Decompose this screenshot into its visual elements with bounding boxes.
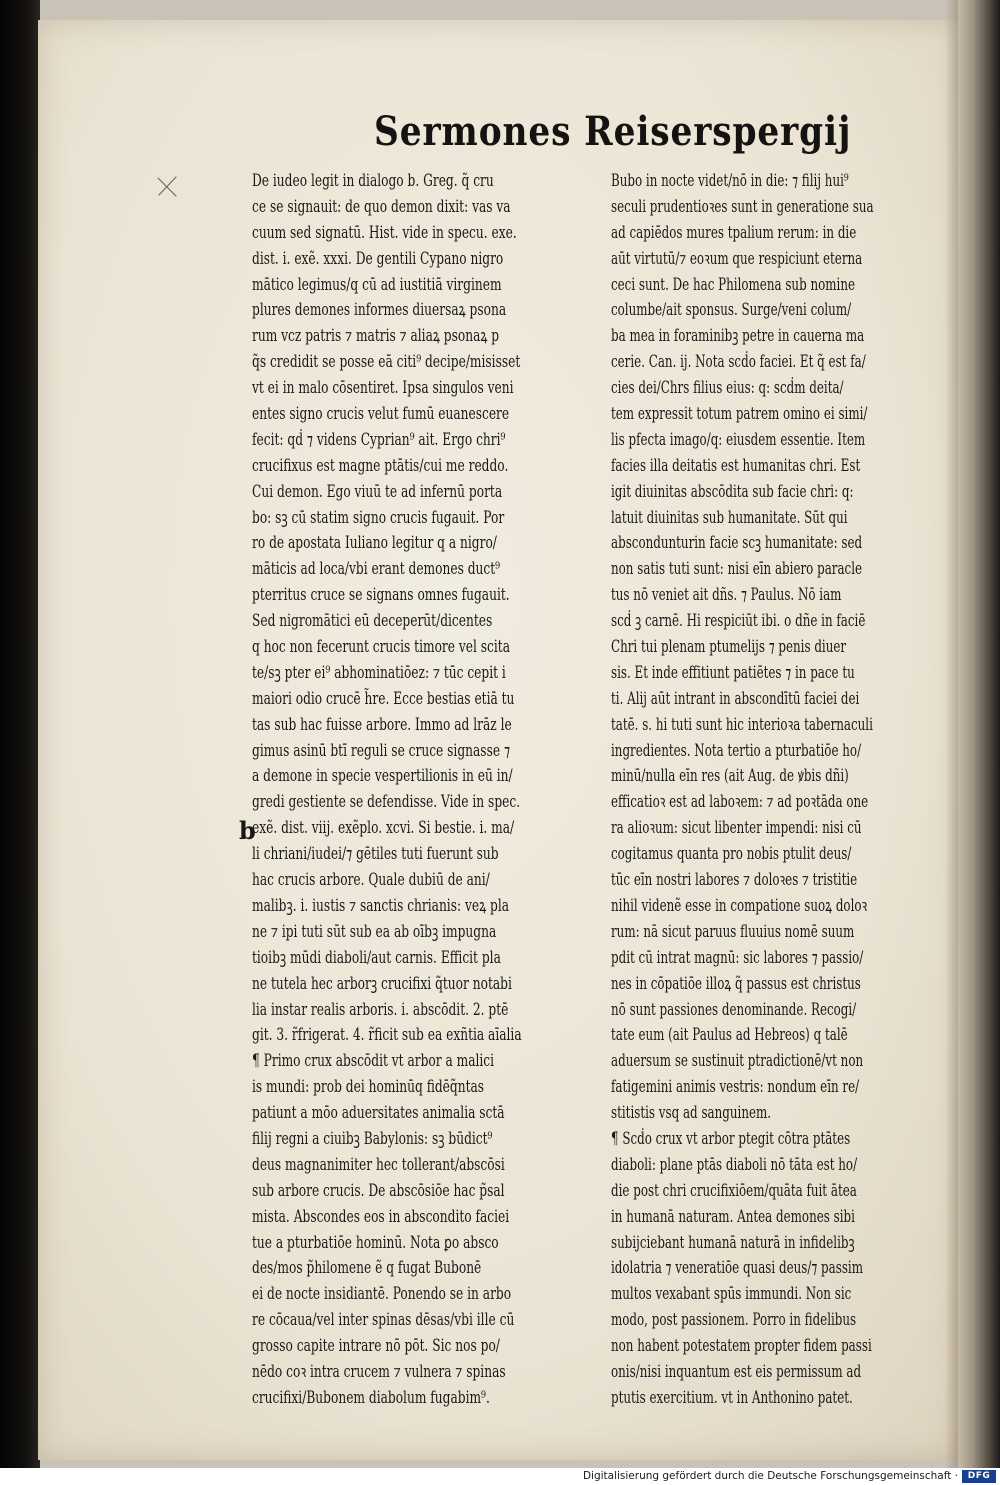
left-column-line: ne ⁊ ipi tuti sūt sub ea ab oībꝫ impugna — [252, 921, 497, 941]
right-column-line: fatigemini animis vestris: nondum eīn re/ — [611, 1077, 860, 1097]
right-column-line: idolatria ⁊ veneratiōe quasi deus/⁊ passim — [611, 1258, 863, 1278]
right-column-line: tūc eīn nostri labores ⁊ doloꝛes ⁊ tristitie — [611, 870, 858, 890]
right-column-line: ba mea in foraminibꝫ petre in cauerna ma — [611, 326, 865, 346]
left-column-line: ¶ Primo crux abscōdit vt arbor a malici — [252, 1051, 495, 1071]
right-column-line: latuit diuinitas sub humanitate. Sūt qui — [611, 507, 848, 527]
left-column-line: git. 3. r̃frigerat. 4. r̃ficit sub ea exñtia aīalia — [252, 1025, 522, 1045]
right-column-line: abscondunturin facie scꝫ humanitate: sed — [611, 533, 863, 553]
right-column-line: efficatioꝛ est ad laboꝛem: ⁊ ad poꝛtāda one — [611, 792, 869, 812]
right-column-line: ad capiēdos mures tpalium rerum: in die — [611, 222, 857, 242]
right-column-line: Bubo in nocte videt/nō in die: ⁊ filij hui⁹ — [611, 171, 849, 190]
left-column-line: rum vcz patris ⁊ matris ⁊ aliaꝝ psonaꝝ p — [252, 326, 500, 346]
left-column-line: sub arbore crucis. De abscōsiōe hac p̃sal — [252, 1180, 505, 1200]
left-column-line: Sed nigromātici eū deceperūt/dicentes — [252, 611, 493, 631]
left-column-line: tioibꝫ mūdi diaboli/aut carnis. Efficit pla — [252, 947, 501, 967]
right-column-line: die post chri crucifixiōem/quāta fuit ātea — [611, 1180, 857, 1200]
left-column-line: fecit: qḋ ⁊ videns Cyprian⁹ ait. Ergo chri⁹ — [252, 429, 506, 449]
right-column-line: cerie. Can. ij. Nota scḋo faciei. Et q̃ est fa/ — [611, 352, 866, 372]
left-column-line: pterritus cruce se signans omnes fugauit. — [252, 585, 510, 605]
right-column-line: diaboli: plane ptās diaboli nō tāta est ho/ — [611, 1154, 858, 1174]
right-text-column — [611, 168, 967, 1411]
dfg-logo-icon: DFG — [962, 1470, 996, 1483]
left-column-line: q hoc non fecerunt crucis timore vel scita — [252, 637, 510, 657]
scan-left-border — [0, 0, 40, 1468]
left-column-line: gimus asinū btī reguli se cruce signasse ⁊ — [252, 740, 511, 760]
right-column-line: rum: nā sicut paruus fluuius nomē suum — [611, 921, 855, 941]
left-column-line: ce se signauit: de quo demon dixit: vas va — [252, 196, 511, 216]
left-column-line: dist. i. exẽ. xxxi. De gentili Cypano nigro — [252, 248, 504, 268]
right-column-line: ceci sunt. De hac Philomena sub nomine — [611, 274, 856, 294]
right-column-line: minū/nulla eīn res (ait Aug. de ꝟbis dñi) — [611, 766, 849, 786]
right-column-line: cies dei/Chrs filius eius: q: scḋm deita/ — [611, 378, 844, 398]
left-column-line: plures demones informes diuersaꝝ psona — [252, 300, 507, 320]
left-column-line: hac crucis arbore. Quale dubiū de ani/ — [252, 870, 490, 890]
right-column-line: non habent potestatem propter fidem passi — [611, 1336, 872, 1356]
right-column-line: non satis tuti sunt: nisi eīn abiero paracle — [611, 559, 863, 579]
right-column-line: nihil videnẽ esse in compatione suoꝝ doloꝛ — [611, 895, 868, 915]
right-column-line: pdit cū intrat magnū: sic labores ⁊ passio/ — [611, 947, 864, 967]
left-column-line: gredi gestiente se defendisse. Vide in spec. — [252, 792, 521, 812]
right-column-line: seculi prudentioꝛes sunt in generatione sua — [611, 196, 874, 216]
right-column-line: tatē. s. hi tuti sunt hic interioꝛa tabernaculi — [611, 714, 873, 734]
right-column-line: tem expressit totum patrem omino ei simi/ — [611, 404, 868, 424]
footer-bar — [0, 1468, 1000, 1485]
left-column-line: malibꝫ. i. iustis ⁊ sanctis chrianis: veꝝ pla — [252, 895, 510, 915]
left-column-line: māticis ad loca/vbi erant demones duct⁹ — [252, 559, 501, 579]
right-column-line: ra alioꝛum: sicut libenter impendi: nisi cū — [611, 818, 862, 838]
right-column-line: lis pfecta imago/q: eiusdem essentie. Item — [611, 429, 866, 449]
right-column-line: aduersum se sustinuit ptradictionē/vt non — [611, 1051, 864, 1071]
right-column-line: tate eum (ait Paulus ad Hebreos) q talē — [611, 1025, 848, 1045]
left-column-line: is mundi: prob dei hominūq fidēq̃ntas — [252, 1077, 485, 1097]
right-column-line: igit diuinitas abscōdita sub facie chri: q: — [611, 481, 854, 501]
left-column-line: nēdo coꝛ intra crucem ⁊ vulnera ⁊ spinas — [252, 1361, 506, 1381]
left-column-line: patiunt a mōo aduersitates animalia sctā — [252, 1103, 505, 1123]
left-column-line: bo: sꝫ cū statim signo crucis fugauit. Por — [252, 507, 505, 527]
left-column-line: deus magnanimiter hec tollerant/abscōsi — [252, 1154, 505, 1174]
left-column-line: mista. Abscondes eos in abscondito faciei — [252, 1206, 510, 1226]
left-column-line: tue a pturbatiōe hominū. Nota ꝑo absco — [252, 1232, 499, 1252]
right-column-line: onis/nisi inquantum est eis permissum ad — [611, 1361, 862, 1381]
right-column-line: in humanā naturam. Antea demones sibi — [611, 1206, 855, 1226]
right-column-line: subijciebant humanā naturā in infidelibꝫ — [611, 1232, 855, 1252]
right-column-line: scḋ ꝫ carnē. Hi respiciūt ibi. o dñe in faciē — [611, 611, 866, 631]
left-column-line: vt ei in malo cōsentiret. Ipsa singulos veni — [252, 378, 514, 398]
left-column-line: ne tutela hec arborꝫ crucifixi q̃tuor notabi — [252, 973, 512, 993]
right-column-line: nō sunt passiones denominande. Recogi/ — [611, 999, 857, 1019]
right-column-line: Chri tui plenam ptumelijs ⁊ penis diuer — [611, 637, 847, 657]
right-column-line: stitistis vsq ad sanguinem. — [611, 1103, 772, 1123]
right-column-line: multos vexabant spūs immundi. Non sic — [611, 1284, 852, 1304]
left-column-line: li chriani/iudei/⁊ gētiles tuti fuerunt sub — [252, 844, 499, 864]
right-column-line: columbe/ait sponsus. Surge/veni colum/ — [611, 300, 852, 320]
right-column-line: sis. Et inde effitiunt patiētes ⁊ in pace tu — [611, 662, 855, 682]
left-column-line: lia instar realis arboris. i. abscōdit. 2. ptē — [252, 999, 509, 1019]
right-column-line: nes in cōpatiōe illoꝝ q̃ passus est christus — [611, 973, 861, 993]
margin-letter-mark: b — [239, 816, 256, 845]
funding-credit: Digitalisierung gefördert durch die Deutsche Forschungsgemeinschaft · — [582, 1470, 958, 1482]
left-column-line: grosso capite intrare nō pōt. Sic nos po/ — [252, 1336, 500, 1356]
left-column-line: q̃s credidit se posse eā citi⁹ decipe/misisset — [252, 352, 521, 372]
right-column-line: ptutis exercitium. vt in Anthonino patet. — [611, 1387, 853, 1407]
right-column-line: modo, post passionem. Porro in fidelibus — [611, 1310, 857, 1330]
running-title: Sermones Reiserspergij — [374, 108, 852, 155]
left-column-line: cuum sed signatū. Hist. vide in specu. exe. — [252, 222, 517, 242]
left-column-line: a demone in specie vespertilionis in eū in/ — [252, 766, 513, 786]
left-column-line: Cui demon. Ego viuū te ad infernū porta — [252, 481, 503, 501]
left-column-line: ei de nocte insidiantē. Ponendo se in arbo — [252, 1284, 512, 1304]
left-column-line: De iudeo legit in dialogo b. Greg. q̃ cru — [252, 171, 494, 190]
left-column-line: filij regni a ciuibꝫ Babylonis: sꝫ būdict⁹ — [252, 1128, 493, 1148]
left-text-column — [252, 168, 602, 1411]
left-column-line: exẽ. dist. viij. exẽplo. xcvi. Si bestie. i. ma/ — [252, 818, 515, 838]
right-column-line: tus nō veniet ait dñs. ⁊ Paulus. Nō iam — [611, 585, 842, 605]
left-column-line: entes signo crucis velut fumū euanescere — [252, 404, 510, 424]
right-column-line: facies illa deitatis est humanitas chri. Est — [611, 455, 861, 475]
left-column-line: crucifixi/Bubonem diabolum fugabim⁹. — [252, 1387, 490, 1407]
right-column-line: ingredientes. Nota tertio a pturbatiōe ho/ — [611, 740, 862, 760]
left-column-line: tas sub hac fuisse arbore. Immo ad lrāz le — [252, 714, 512, 734]
left-column-line: crucifixus est magne ptātis/cui me reddo. — [252, 455, 509, 475]
left-column-line: maiori odio crucē h̃re. Ecce bestias etiā tu — [252, 688, 515, 708]
left-column-line: te/sꝫ pter ei⁹ abhominatiōez: ⁊ tūc cepit i — [252, 662, 506, 682]
pencil-cross-mark — [152, 172, 182, 202]
right-column-line: ¶ Scḋo crux vt arbor ptegit cōtra ptātes — [611, 1128, 851, 1148]
right-column-line: aūt virtutū/⁊ eoꝛum que respiciunt eterna — [611, 248, 863, 268]
left-column-line: des/mos p̃hilomene ẽ q fugat Bubonē — [252, 1258, 482, 1278]
left-column-line: ro de apostata Iuliano legitur q a nigro/ — [252, 533, 497, 553]
left-column-line: re cōcaua/vel inter spinas dēsas/vbi ille cū — [252, 1310, 515, 1330]
right-column-line: ti. Alij aūt intrant in abscondītū faciei dei — [611, 688, 860, 708]
left-column-line: mātico legimus/q cū ad iustitiā virginem — [252, 274, 502, 294]
right-column-line: cogitamus quanta pro nobis ptulit deus/ — [611, 844, 852, 864]
